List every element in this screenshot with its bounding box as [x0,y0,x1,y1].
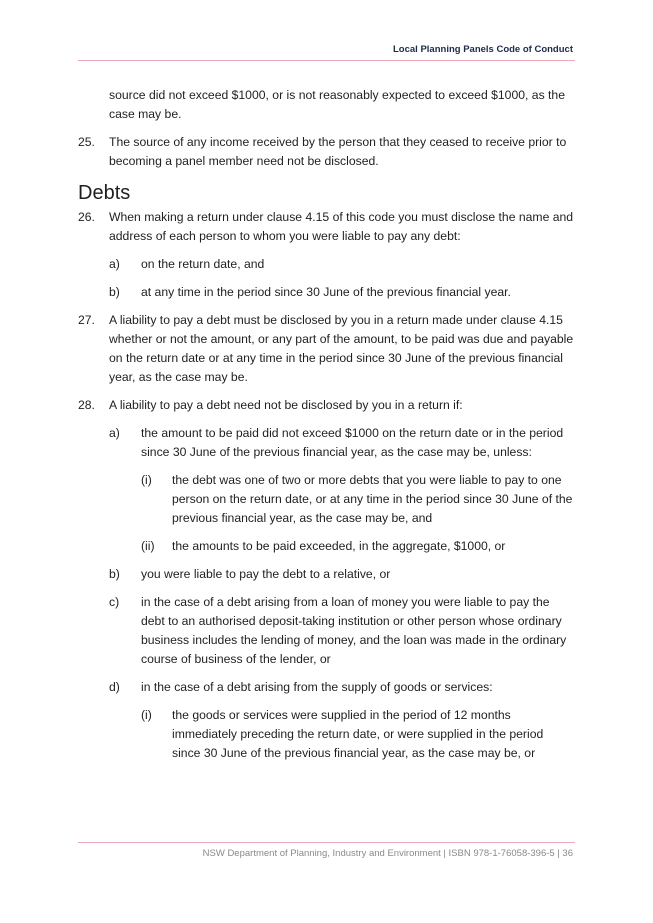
header-rule [78,60,575,61]
paragraph-28c: c) in the case of a debt arising from a loan of money you were liable to pay the debt to an authorised deposit-taking institution or other person whose ordinary business includes the lending of money, and the loan was made in the ordinary course of business of the lender, or [109,595,567,666]
paragraph-28: 28. A liability to pay a debt need not be disclosed by you in a return if: [78,396,575,415]
paragraph-number: a) [109,426,120,440]
paragraph-number: b) [109,285,120,299]
paragraph-28b: b) you were liable to pay the debt to a relative, or [78,565,575,584]
paragraph-26b: b) at any time in the period since 30 June of the previous financial year. [78,283,575,302]
running-header: Local Planning Panels Code of Conduct [393,44,573,55]
paragraph-number: b) [109,567,120,581]
paragraph-26a: a) on the return date, and [78,255,575,274]
paragraph-number: 27. [78,313,95,327]
paragraph-number: (i) [141,473,152,487]
section-heading-debts: Debts [78,182,131,204]
paragraph-number: a) [109,257,120,271]
paragraph-28d: d) in the case of a debt arising from the supply of goods or services: [78,678,575,697]
paragraph-number: (ii) [141,539,155,553]
paragraph-number: 26. [78,210,95,224]
paragraph-28a-i: (i) the debt was one of two or more debts that you were liable to pay to one person on the return date, or at any time in the period since 30 June of the previous financial year, as the case may be, and [141,473,573,525]
paragraph-number: c) [109,595,120,609]
paragraph-24-continued: source did not exceed $1000, or is not reasonably expected to exceed $1000, as the case may be. [109,88,565,121]
paragraph-28a: a) the amount to be paid did not exceed $1000 on the return date or in the period since 30 June of the previous financial year, as the case may be, unless: [109,426,564,459]
paragraph-number: d) [109,680,120,694]
paragraph-number: (i) [141,708,152,722]
footer-rule [78,842,575,843]
paragraph-number: 28. [78,398,95,412]
page-footer: NSW Department of Planning, Industry and Environment | ISBN 978-1-76058-396-5 | 36 [202,848,573,859]
paragraph-27: 27. A liability to pay a debt must be disclosed by you in a return made under clause 4.15 whether or not the amount, or any part of the amount, to be paid was due and payable on the return date or at any time in the period since 30 June of the previous financial year, as the case may be. [78,313,574,384]
paragraph-25: 25. The source of any income received by the person that they ceased to receive prior to becoming a panel member need not be disclosed. [78,135,567,168]
paragraph-26: 26. When making a return under clause 4.15 of this code you must disclose the name and address of each person to whom you were liable to pay any debt: [78,210,574,243]
paragraph-28d-i: (i) the goods or services were supplied in the period of 12 months immediately preceding the return date, or were supplied in the period since 30 June of the previous financial year, as the case may be, or [141,708,544,760]
paragraph-number: 25. [78,135,95,149]
paragraph-28a-ii: (ii) the amounts to be paid exceeded, in the aggregate, $1000, or [78,537,575,556]
document-body [78,86,575,763]
